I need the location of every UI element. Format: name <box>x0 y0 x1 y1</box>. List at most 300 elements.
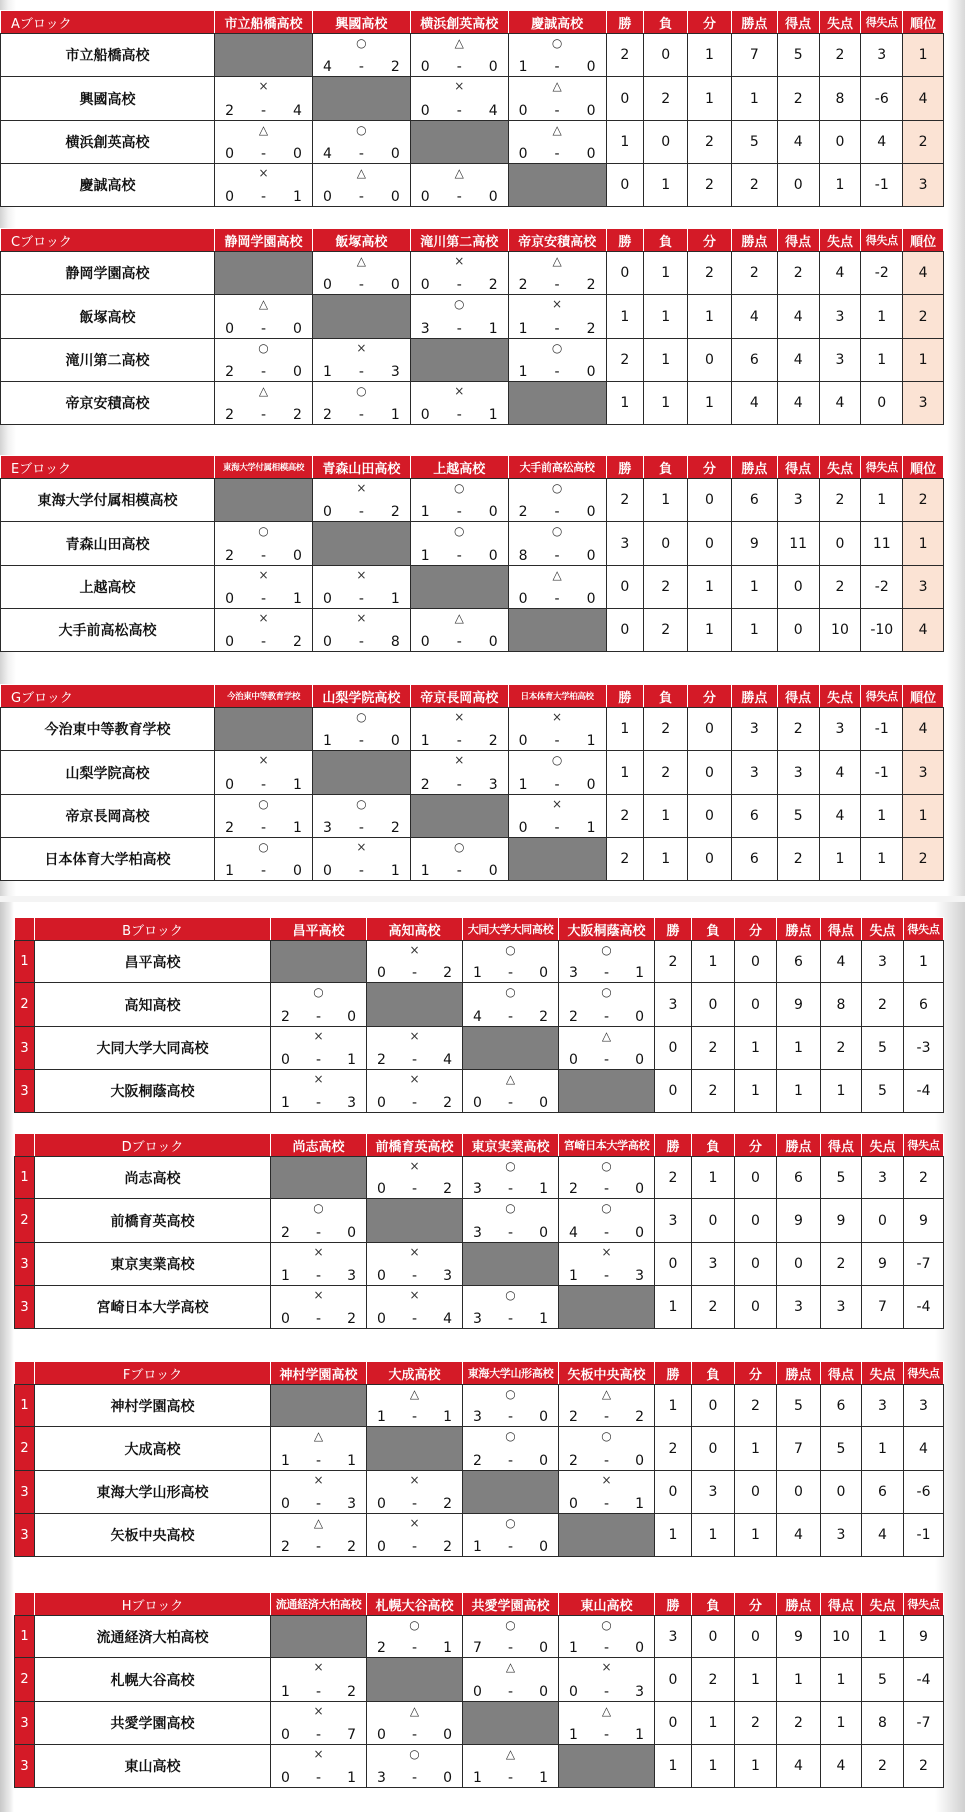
score-dash: - <box>315 1311 322 1327</box>
team-row <box>1 252 944 295</box>
opponent-header: 昌平高校 <box>271 918 367 941</box>
score-dash: - <box>554 777 560 793</box>
score-against: 3 <box>347 1095 356 1111</box>
score-dash: - <box>456 634 462 650</box>
match-result <box>271 1658 367 1702</box>
result-mark: × <box>454 710 465 724</box>
opponent-header: 共愛学園高校 <box>463 1593 559 1616</box>
match-result <box>508 121 606 164</box>
block-name: Bブロック <box>35 918 271 941</box>
result-mark: △ <box>356 166 366 180</box>
stat-value: 2 <box>821 1243 862 1286</box>
score-for: 0 <box>420 103 430 119</box>
opponent-header: 東京実業高校 <box>463 1134 559 1157</box>
table-header-row <box>1 456 944 479</box>
team-name: 昌平高校 <box>35 941 271 983</box>
stat-value: -4 <box>904 1286 944 1329</box>
stat-value: 8 <box>821 983 862 1027</box>
stat-value: 0 <box>692 1199 735 1243</box>
stat-header: 順位 <box>903 11 944 34</box>
stat-value: 0 <box>606 566 644 609</box>
score-dash: - <box>260 591 267 607</box>
team-name: 大成高校 <box>35 1427 271 1471</box>
score-dash: - <box>315 1539 322 1555</box>
score-for: 0 <box>420 407 430 423</box>
stat-value: 3 <box>821 1286 862 1329</box>
score-for: 0 <box>322 863 332 879</box>
score-for: 0 <box>322 189 332 205</box>
match-result <box>559 941 655 983</box>
score-for: 2 <box>225 364 234 380</box>
match-result <box>508 339 606 382</box>
stat-value: 7 <box>777 1427 821 1471</box>
result-mark: ○ <box>505 943 516 957</box>
score-for: 1 <box>225 863 234 879</box>
table-header-row <box>1 11 944 34</box>
score-dash: - <box>411 1727 418 1743</box>
score-dash: - <box>554 504 560 520</box>
stat-value: 0 <box>655 1243 692 1286</box>
score-for: 2 <box>377 1640 386 1656</box>
score-dash: - <box>456 59 462 75</box>
score-for: 0 <box>569 1684 578 1700</box>
score-for: 4 <box>569 1225 578 1241</box>
score-for: 0 <box>420 189 430 205</box>
match-result <box>367 1745 463 1788</box>
stat-value: -2 <box>861 566 903 609</box>
group-table <box>0 228 944 425</box>
self-match-cell <box>367 1199 463 1243</box>
rank-cell: 2 <box>15 1658 35 1702</box>
score-for: 3 <box>420 321 430 337</box>
stat-value: 0 <box>606 609 644 652</box>
score-for: 2 <box>473 1453 482 1469</box>
stat-value: -4 <box>904 1658 944 1702</box>
score-for: 2 <box>281 1539 290 1555</box>
opponent-header: 札幌大谷高校 <box>367 1593 463 1616</box>
rank-cell: 1 <box>15 1616 35 1658</box>
self-match-cell <box>508 164 606 207</box>
result-mark: × <box>409 1516 420 1530</box>
score-dash: - <box>315 1225 322 1241</box>
score-for: 0 <box>473 1684 482 1700</box>
stat-value: -3 <box>904 1027 944 1070</box>
result-mark: △ <box>505 1747 516 1761</box>
match-result <box>508 479 606 522</box>
score-against: 0 <box>488 504 498 520</box>
stat-value: 1 <box>735 1514 777 1557</box>
stat-value: 0 <box>606 252 644 295</box>
score-for: 2 <box>322 407 332 423</box>
stat-value: 2 <box>606 34 644 77</box>
stat-value: 4 <box>819 751 861 795</box>
score-for: 1 <box>420 548 430 564</box>
stat-value: 9 <box>777 1616 821 1658</box>
match-result <box>463 1385 559 1427</box>
stat-value: 2 <box>819 566 861 609</box>
match-result <box>410 522 508 566</box>
result-mark: △ <box>313 1429 324 1443</box>
score-against: 2 <box>443 1181 452 1197</box>
score-against: 0 <box>488 863 498 879</box>
result-mark: ○ <box>453 481 465 495</box>
match-result <box>312 479 410 522</box>
rank-cell: 1 <box>15 1157 35 1199</box>
match-result <box>215 522 313 566</box>
score-for: 2 <box>225 103 234 119</box>
score-against: 0 <box>390 733 400 749</box>
stat-header: 得点 <box>777 456 819 479</box>
team-name: 市立船橋高校 <box>1 34 215 77</box>
stat-value: 0 <box>655 1471 692 1514</box>
match-result <box>508 77 606 121</box>
score-for: 0 <box>225 634 234 650</box>
score-against: 2 <box>293 407 302 423</box>
stat-header: 分 <box>688 456 732 479</box>
stat-value: 2 <box>644 77 688 121</box>
opponent-header: 尚志高校 <box>271 1134 367 1157</box>
score-dash: - <box>507 1225 514 1241</box>
stat-value: 2 <box>819 479 861 522</box>
self-match-cell <box>271 941 367 983</box>
result-mark: △ <box>505 1072 516 1086</box>
opponent-header: 山梨学院高校 <box>312 685 410 708</box>
score-for: 0 <box>322 277 332 293</box>
stat-value: 6 <box>731 339 777 382</box>
self-match-cell <box>508 382 606 425</box>
score-for: 0 <box>377 965 386 981</box>
stat-header: 勝点 <box>731 229 777 252</box>
score-against: 0 <box>293 364 302 380</box>
group-table <box>14 1592 944 1788</box>
match-result <box>271 983 367 1027</box>
opponent-header: 大阪桐蔭高校 <box>559 918 655 941</box>
stat-value: 0 <box>735 1286 777 1329</box>
result-mark: × <box>409 1288 420 1302</box>
score-for: 0 <box>377 1268 386 1284</box>
self-match-cell <box>508 838 606 881</box>
stat-value: 4 <box>821 941 862 983</box>
match-result <box>463 1070 559 1113</box>
result-mark: ○ <box>551 481 563 495</box>
self-match-cell <box>463 1027 559 1070</box>
score-for: 1 <box>377 1409 386 1425</box>
match-result <box>410 252 508 295</box>
stat-value: -1 <box>861 751 903 795</box>
stat-value: 2 <box>606 479 644 522</box>
team-row <box>15 1199 944 1243</box>
score-against: 7 <box>347 1727 356 1743</box>
result-mark: ○ <box>601 1429 612 1443</box>
result-mark: × <box>409 943 420 957</box>
score-dash: - <box>358 634 364 650</box>
score-for: 2 <box>569 1009 578 1025</box>
result-mark: ○ <box>505 1288 516 1302</box>
self-match-cell <box>312 522 410 566</box>
stat-value: 4 <box>821 1745 862 1788</box>
score-against: 1 <box>586 733 596 749</box>
score-dash: - <box>507 1009 514 1025</box>
score-against: 3 <box>635 1684 644 1700</box>
score-for: 2 <box>225 820 234 836</box>
final-rank: 4 <box>903 77 944 121</box>
opponent-header: 今治東中等教育学校 <box>215 685 313 708</box>
match-result <box>312 838 410 881</box>
block-name: Cブロック <box>1 229 215 252</box>
stat-value: 1 <box>735 1027 777 1070</box>
team-name: 今治東中等教育学校 <box>1 708 215 751</box>
score-for: 2 <box>569 1409 578 1425</box>
self-match-cell <box>367 1658 463 1702</box>
stat-value: 2 <box>644 566 688 609</box>
score-for: 8 <box>518 548 528 564</box>
score-dash: - <box>507 965 514 981</box>
score-for: 0 <box>518 103 528 119</box>
result-mark: × <box>313 1288 324 1302</box>
stat-value: 3 <box>606 522 644 566</box>
score-for: 0 <box>518 146 528 162</box>
score-against: 1 <box>390 407 400 423</box>
team-row <box>1 751 944 795</box>
team-row <box>15 1658 944 1702</box>
score-dash: - <box>603 1268 610 1284</box>
stat-value: 6 <box>862 1471 904 1514</box>
stat-value: 3 <box>904 1385 944 1427</box>
score-against: 1 <box>293 777 302 793</box>
result-mark: ○ <box>505 1516 516 1530</box>
match-result <box>508 795 606 838</box>
score-against: 1 <box>293 820 302 836</box>
rank-cell: 3 <box>15 1702 35 1745</box>
stat-value: 1 <box>731 609 777 652</box>
score-dash: - <box>456 504 462 520</box>
stat-value: 4 <box>777 295 819 339</box>
match-result <box>559 1243 655 1286</box>
score-against: 0 <box>390 146 400 162</box>
score-for: 0 <box>225 591 234 607</box>
match-result <box>271 1514 367 1557</box>
stat-value: 9 <box>777 983 821 1027</box>
match-result <box>215 121 313 164</box>
score-dash: - <box>411 1770 418 1786</box>
final-rank: 2 <box>903 295 944 339</box>
stat-value: 4 <box>777 339 819 382</box>
rank-header-cell <box>15 918 35 941</box>
match-result <box>312 566 410 609</box>
stat-value: 6 <box>731 479 777 522</box>
score-dash: - <box>456 407 462 423</box>
result-mark: × <box>601 1473 612 1487</box>
score-dash: - <box>315 1496 322 1512</box>
team-name: 帝京安積高校 <box>1 382 215 425</box>
score-dash: - <box>260 364 267 380</box>
stat-value: 5 <box>862 1658 904 1702</box>
match-result <box>410 382 508 425</box>
score-against: 0 <box>586 777 596 793</box>
match-result <box>215 566 313 609</box>
match-result <box>410 751 508 795</box>
stat-header: 得点 <box>777 11 819 34</box>
score-dash: - <box>358 277 364 293</box>
team-name: 上越高校 <box>1 566 215 609</box>
stat-value: 1 <box>862 1427 904 1471</box>
score-for: 1 <box>569 1268 578 1284</box>
stat-value: 1 <box>606 708 644 751</box>
result-mark: × <box>409 1245 420 1259</box>
stat-value: 1 <box>821 1070 862 1113</box>
score-dash: - <box>411 1311 418 1327</box>
stat-value: 3 <box>655 1199 692 1243</box>
stat-value: 1 <box>692 1745 735 1788</box>
self-match-cell <box>463 1702 559 1745</box>
result-mark: △ <box>454 36 464 50</box>
group-table <box>0 10 944 207</box>
self-match-cell <box>463 1243 559 1286</box>
score-for: 0 <box>281 1727 290 1743</box>
team-row <box>15 1286 944 1329</box>
score-dash: - <box>315 1268 322 1284</box>
stat-value: 4 <box>819 382 861 425</box>
match-result <box>463 1427 559 1471</box>
stat-value: 0 <box>735 1199 777 1243</box>
panel-divider <box>0 896 965 902</box>
score-against: 2 <box>390 504 400 520</box>
result-mark: △ <box>258 297 269 311</box>
score-dash: - <box>260 407 267 423</box>
result-mark: ○ <box>551 36 563 50</box>
stat-value: 2 <box>692 1658 735 1702</box>
stat-value: 1 <box>655 1286 692 1329</box>
match-result <box>508 34 606 77</box>
stat-value: 5 <box>821 1427 862 1471</box>
stat-value: 2 <box>904 1157 944 1199</box>
score-against: 2 <box>586 277 596 293</box>
team-name: 東海大学山形高校 <box>35 1471 271 1514</box>
stat-header: 負 <box>644 685 688 708</box>
stat-value: 2 <box>731 252 777 295</box>
team-row <box>15 1427 944 1471</box>
stat-value: 2 <box>644 708 688 751</box>
stat-header: 失点 <box>862 1362 904 1385</box>
table-header-row <box>1 229 944 252</box>
stat-header: 負 <box>644 456 688 479</box>
result-mark: ○ <box>505 985 516 999</box>
stat-value: 0 <box>606 77 644 121</box>
score-against: 0 <box>635 1225 644 1241</box>
team-name: 山梨学院高校 <box>1 751 215 795</box>
score-for: 0 <box>281 1770 290 1786</box>
score-for: 1 <box>281 1684 290 1700</box>
stat-header: 勝点 <box>777 1134 821 1157</box>
stat-header: 勝 <box>606 229 644 252</box>
self-match-cell <box>410 121 508 164</box>
stat-value: 1 <box>731 77 777 121</box>
stat-value: 4 <box>731 295 777 339</box>
stat-value: 3 <box>731 751 777 795</box>
stat-header: 失点 <box>819 229 861 252</box>
score-dash: - <box>358 591 364 607</box>
opponent-header: 滝川第二高校 <box>410 229 508 252</box>
score-for: 3 <box>377 1770 386 1786</box>
match-result <box>367 1286 463 1329</box>
stat-value: 2 <box>777 252 819 295</box>
stat-value: 1 <box>735 1427 777 1471</box>
final-rank: 3 <box>903 566 944 609</box>
score-against: 2 <box>347 1311 356 1327</box>
score-for: 1 <box>569 1640 578 1656</box>
result-mark: × <box>552 710 563 724</box>
score-for: 1 <box>518 364 528 380</box>
result-mark: ○ <box>313 985 324 999</box>
self-match-cell <box>559 1745 655 1788</box>
score-for: 1 <box>281 1268 290 1284</box>
score-against: 0 <box>539 965 548 981</box>
stat-value: 0 <box>692 983 735 1027</box>
result-mark: △ <box>601 1029 612 1043</box>
result-mark: × <box>356 568 367 582</box>
team-row <box>15 1385 944 1427</box>
result-mark: ○ <box>356 36 367 50</box>
final-rank: 1 <box>903 795 944 838</box>
result-mark: × <box>409 1159 420 1173</box>
result-mark: × <box>313 1245 324 1259</box>
stat-header: 得点 <box>777 229 819 252</box>
stat-value: 2 <box>606 838 644 881</box>
stat-header: 勝点 <box>731 685 777 708</box>
self-match-cell <box>559 1070 655 1113</box>
stat-value: 3 <box>862 1385 904 1427</box>
score-dash: - <box>411 1268 418 1284</box>
score-for: 0 <box>377 1496 386 1512</box>
match-result <box>463 1658 559 1702</box>
stat-value: 0 <box>819 522 861 566</box>
team-row <box>1 382 944 425</box>
score-dash: - <box>260 634 267 650</box>
team-row <box>15 1243 944 1286</box>
team-row <box>15 1157 944 1199</box>
stat-header: 負 <box>692 1134 735 1157</box>
result-mark: × <box>313 1747 324 1761</box>
match-result <box>367 1243 463 1286</box>
stat-value: 1 <box>821 1702 862 1745</box>
score-against: 0 <box>488 59 498 75</box>
match-result <box>367 1070 463 1113</box>
score-dash: - <box>603 1640 610 1656</box>
result-mark: ○ <box>505 1159 516 1173</box>
score-for: 0 <box>377 1181 386 1197</box>
score-dash: - <box>456 548 462 564</box>
match-result <box>559 1471 655 1514</box>
stat-value: 0 <box>735 1243 777 1286</box>
stat-header: 得点 <box>821 1362 862 1385</box>
stat-header: 分 <box>735 1134 777 1157</box>
score-against: 0 <box>293 146 302 162</box>
score-dash: - <box>411 1640 418 1656</box>
team-row <box>1 77 944 121</box>
score-for: 1 <box>518 59 528 75</box>
score-for: 1 <box>569 1727 578 1743</box>
score-against: 0 <box>293 321 302 337</box>
rank-cell: 3 <box>15 1070 35 1113</box>
score-for: 0 <box>281 1052 290 1068</box>
stat-header: 得点 <box>821 1593 862 1616</box>
result-mark: × <box>552 797 563 811</box>
score-for: 1 <box>420 504 430 520</box>
stat-header: 分 <box>735 918 777 941</box>
score-dash: - <box>260 321 267 337</box>
score-dash: - <box>358 146 364 162</box>
rank-header-cell <box>15 1134 35 1157</box>
